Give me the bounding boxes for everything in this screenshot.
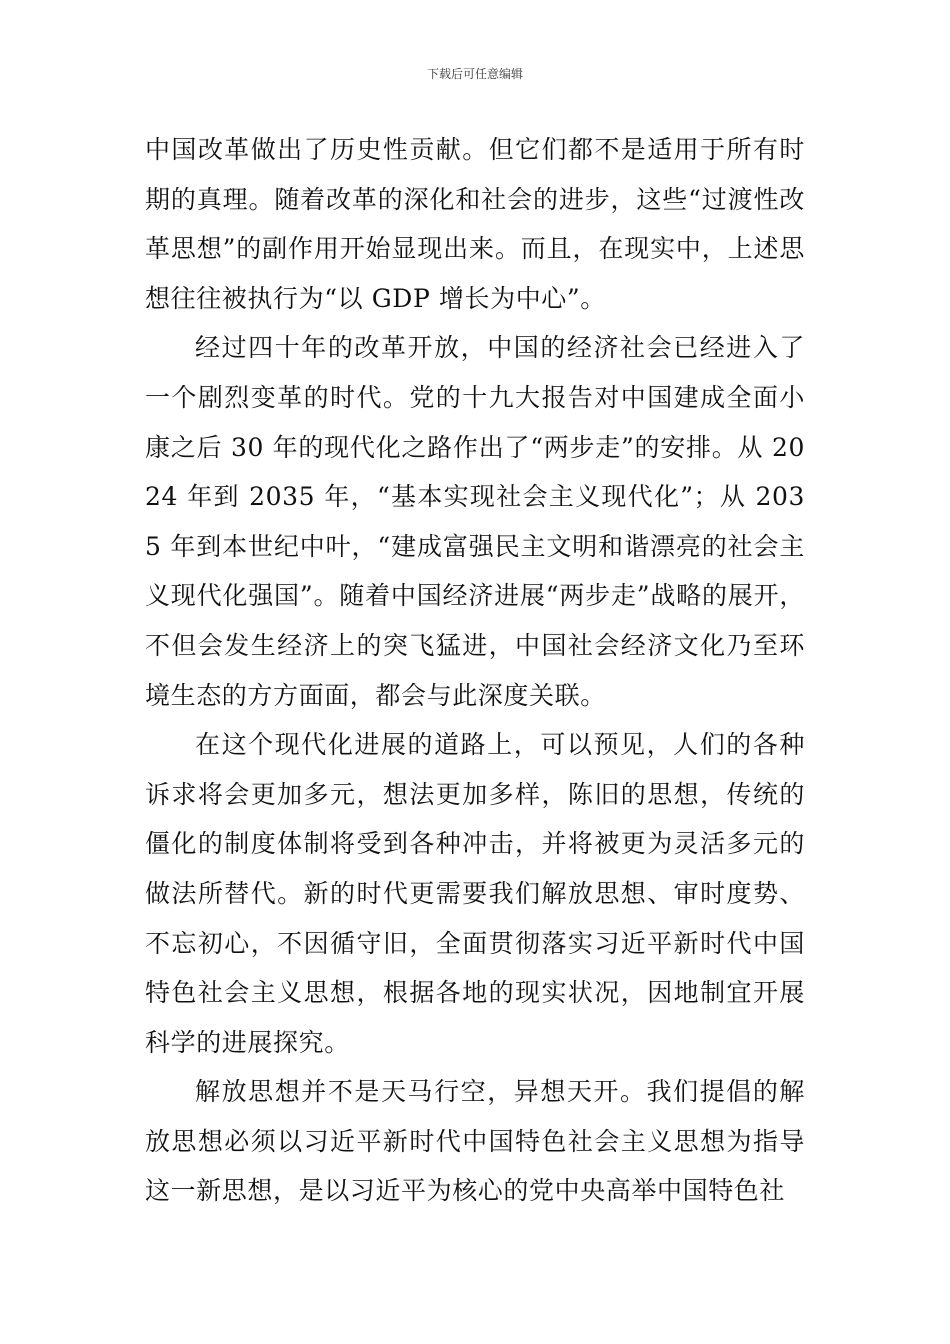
paragraph-2: 经过四十年的改革开放，中国的经济社会已经进入了一个剧烈变革的时代。党的十九大报告对中国建成全面小康之后 30 年的现代化之路作出了“两步走”的安排。从 2024 年到 2035 年，“基本实现社会主义现代化”；从 2035 年到本世纪中叶，“建成富强民主文明和谐漂亮的社会主义现代化强国”。随着中国经济进展“两步走”战略的展开，不但会发生经济上的突飞猛进，中国社会经济文化乃至环境生态的方方面面，都会与此深度关联。 <box>145 333 805 710</box>
paragraph-4: 解放思想并不是天马行空，异想天开。我们提倡的解放思想必须以习近平新时代中国特色社会主义思想为指导这一新思想，是以习近平为核心的党中央高举中国特色社 <box>145 1077 805 1206</box>
paragraph-1: 中国改革做出了历史性贡献。但它们都不是适用于所有时期的真理。随着改革的深化和社会的进步，这些“过渡性改革思想”的副作用开始显现出来。而且，在现实中，上述思想往往被执行为“以 GDP 增长为中心”。 <box>145 135 805 313</box>
document-body <box>145 125 805 1216</box>
paragraph-3: 在这个现代化进展的道路上，可以预见，人们的各种诉求将会更加多元，想法更加多样，陈旧的思想，传统的僵化的制度体制将受到各种冲击，并将被更为灵活多元的做法所替代。新的时代更需要我们解放思想、审时度势、不忘初心，不因循守旧，全面贯彻落实习近平新时代中国特色社会主义思想，根据各地的现实状况，因地制宜开展科学的进展探究。 <box>145 730 805 1057</box>
page-header: 下载后可任意编辑 <box>426 67 523 81</box>
